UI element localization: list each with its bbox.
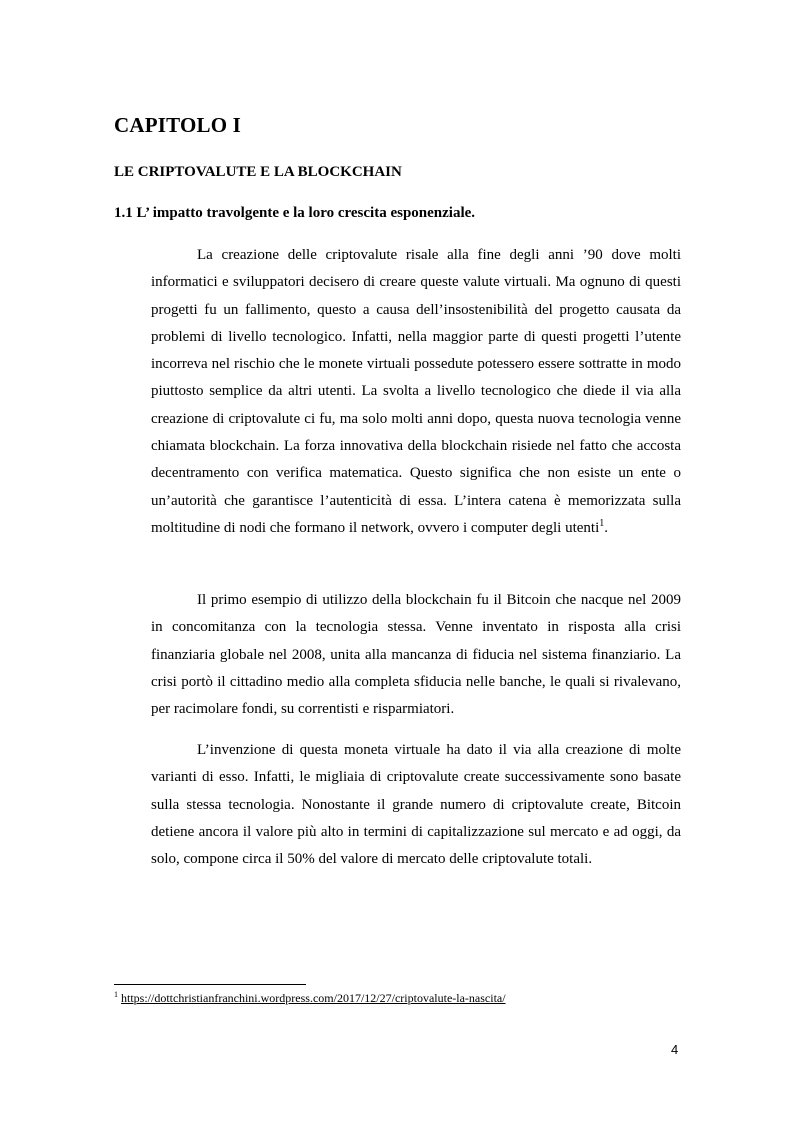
footnote-reference[interactable]: 1 [599,517,605,529]
paragraph-3: L’invenzione di questa moneta virtuale ha dato il via alla creazione di molte varianti di esso. Infatti, le migliaia di criptovalute create successivamente sono basate sulla stessa tecnologia. Nonostante il grande numero di criptovalute create, Bitcoin detiene ancora il valore più alto in termini di capitalizzazione sul mercato e ad oggi, da solo, compone circa il 50% del valore di mercato delle criptovalute totali. [151,742,681,868]
paragraph-1-text: La creazione delle criptovalute risale alla fine degli anni ’90 dove molti informatici e sviluppatori decisero di creare queste valute virtuali. Ma ognuno di questi progetti fu un fallimento, questo a causa dell’insostenibilità del progetto causata da problemi di livello tecnologico. Infatti, nella maggior parte di questi progetti l’utente incorreva nel rischio che le monete virtuali possedute potessero essere sottratte in modo piuttosto semplice da altri utenti. La svolta a livello tecnologico che diede il via alla creazione di criptovalute ci fu, ma solo molti anni dopo, questa nuova tecnologia venne chiamata blockchain. La forza innovativa della blockchain risiede nel fatto che accosta decentramento con verifica matematica. Questo significa che non esiste un ente o un’autorità che garantisce l’autenticità di essa. L’intera catena è memorizzata sulla moltitudine di nodi che formano il network, ovvero i computer degli utenti [151,247,681,536]
chapter-title: CAPITOLO I [114,113,242,137]
paragraph-2: Il primo esempio di utilizzo della blockchain fu il Bitcoin che nacque nel 2009 in concomitanza con la tecnologia stessa. Venne inventato in risposta alla crisi finanziaria globale nel 2008, unita alla mancanza di fiducia nel sistema finanziario. La crisi portò il cittadino medio alla completa sfiducia nelle banche, le quali si rivalevano, per racimolare fondi, su correntisti e risparmiatori. [151,592,681,718]
chapter-subtitle: LE CRIPTOVALUTE E LA BLOCKCHAIN [114,164,402,180]
section-heading: 1.1 L’ impatto travolgente e la loro crescita esponenziale. [114,205,476,221]
paragraph-1 [151,242,681,542]
footnote [114,991,506,1006]
footnote-link[interactable]: https://dottchristianfranchini.wordpress.com/2017/12/27/criptovalute-la-nascita/ [121,991,506,1005]
footnote-number: 1 [114,990,118,999]
paragraph-1-end: . [604,519,608,536]
footnote-divider [114,984,306,985]
page-number: 4 [671,1042,679,1057]
